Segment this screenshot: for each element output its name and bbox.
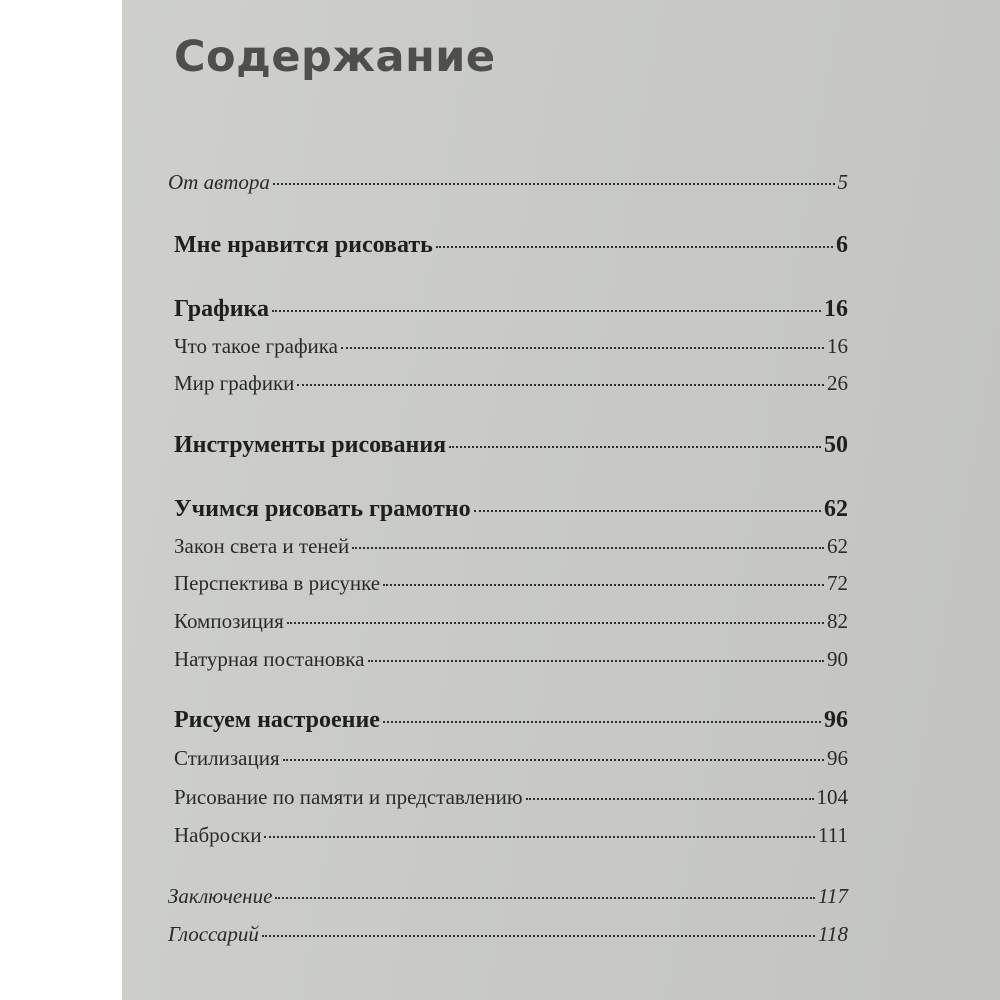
book-page <box>122 0 1000 1000</box>
dot-leader <box>383 721 821 723</box>
toc-entry <box>174 571 848 596</box>
toc-entry-label: Рисование по памяти и представлению <box>174 785 523 809</box>
toc-entry-page-number: 117 <box>818 884 848 908</box>
toc-entry-label: Что такое графика <box>174 334 339 358</box>
dot-leader <box>436 246 833 248</box>
dot-leader <box>474 510 821 512</box>
toc-entry-page-number: 82 <box>827 609 848 633</box>
toc-entry <box>174 609 848 634</box>
toc-entry <box>174 823 848 848</box>
toc-entry <box>168 922 848 947</box>
toc-entry-label: Закон света и теней <box>174 534 350 558</box>
page-title: Содержание <box>174 32 496 82</box>
dot-leader <box>368 660 824 662</box>
toc-entry-label: Графика <box>174 296 270 322</box>
toc-entry-label: Натурная постановка <box>174 647 365 671</box>
dot-leader <box>449 446 821 448</box>
toc-entry-page-number: 5 <box>837 170 848 194</box>
toc-entry-label: Перспектива в рисунке <box>174 571 381 595</box>
dot-leader <box>275 897 815 899</box>
toc-entry <box>168 884 848 909</box>
toc-entry-page-number: 72 <box>827 571 848 595</box>
toc-entry-page-number: 96 <box>827 746 848 770</box>
toc-entry-page-number: 26 <box>827 371 848 395</box>
toc-entry-page-number: 50 <box>824 432 848 458</box>
toc-entry <box>174 785 848 810</box>
toc-entry-page-number: 62 <box>827 534 848 558</box>
toc-entry <box>174 707 848 734</box>
toc-entry <box>174 232 848 259</box>
toc-entry-label: Композиция <box>174 609 284 633</box>
toc-entry <box>174 296 848 323</box>
dot-leader <box>383 584 824 586</box>
toc-entry-label: Мне нравится рисовать <box>174 232 433 258</box>
toc-entry-page-number: 16 <box>824 296 848 322</box>
toc-entry-page-number: 16 <box>827 334 848 358</box>
toc-entry <box>174 534 848 559</box>
dot-leader <box>273 183 835 185</box>
dot-leader <box>262 935 815 937</box>
toc-entry-page-number: 62 <box>824 496 848 522</box>
toc-entry <box>168 170 848 195</box>
toc-entry-label: Мир графики <box>174 371 295 395</box>
toc-entry-label: От автора <box>168 170 270 194</box>
toc-entry <box>174 746 848 771</box>
toc-entry <box>174 334 848 359</box>
toc-entry-label: Глоссарий <box>168 922 259 946</box>
toc-entry-page-number: 6 <box>836 232 848 258</box>
dot-leader <box>264 836 815 838</box>
toc-entry-page-number: 90 <box>827 647 848 671</box>
toc-entry <box>174 496 848 523</box>
dot-leader <box>297 384 824 386</box>
dot-leader <box>272 310 821 312</box>
toc-entry-label: Инструменты рисования <box>174 432 447 458</box>
toc-entry-page-number: 118 <box>818 922 848 946</box>
table-of-contents <box>122 0 1000 1000</box>
toc-entry <box>174 432 848 459</box>
toc-entry <box>174 371 848 396</box>
toc-entry-page-number: 111 <box>818 823 848 847</box>
toc-entry-label: Заключение <box>168 884 273 908</box>
dot-leader <box>341 347 824 349</box>
toc-entry-label: Наброски <box>174 823 262 847</box>
toc-entry-label: Учимся рисовать грамотно <box>174 496 471 522</box>
toc-entry-label: Стилизация <box>174 746 280 770</box>
toc-entry-page-number: 104 <box>816 785 848 809</box>
toc-entry-page-number: 96 <box>824 707 848 733</box>
dot-leader <box>526 798 814 800</box>
dot-leader <box>287 622 824 624</box>
toc-entry <box>174 647 848 672</box>
dot-leader <box>283 759 824 761</box>
dot-leader <box>352 547 824 549</box>
toc-entry-label: Рисуем настроение <box>174 707 380 733</box>
